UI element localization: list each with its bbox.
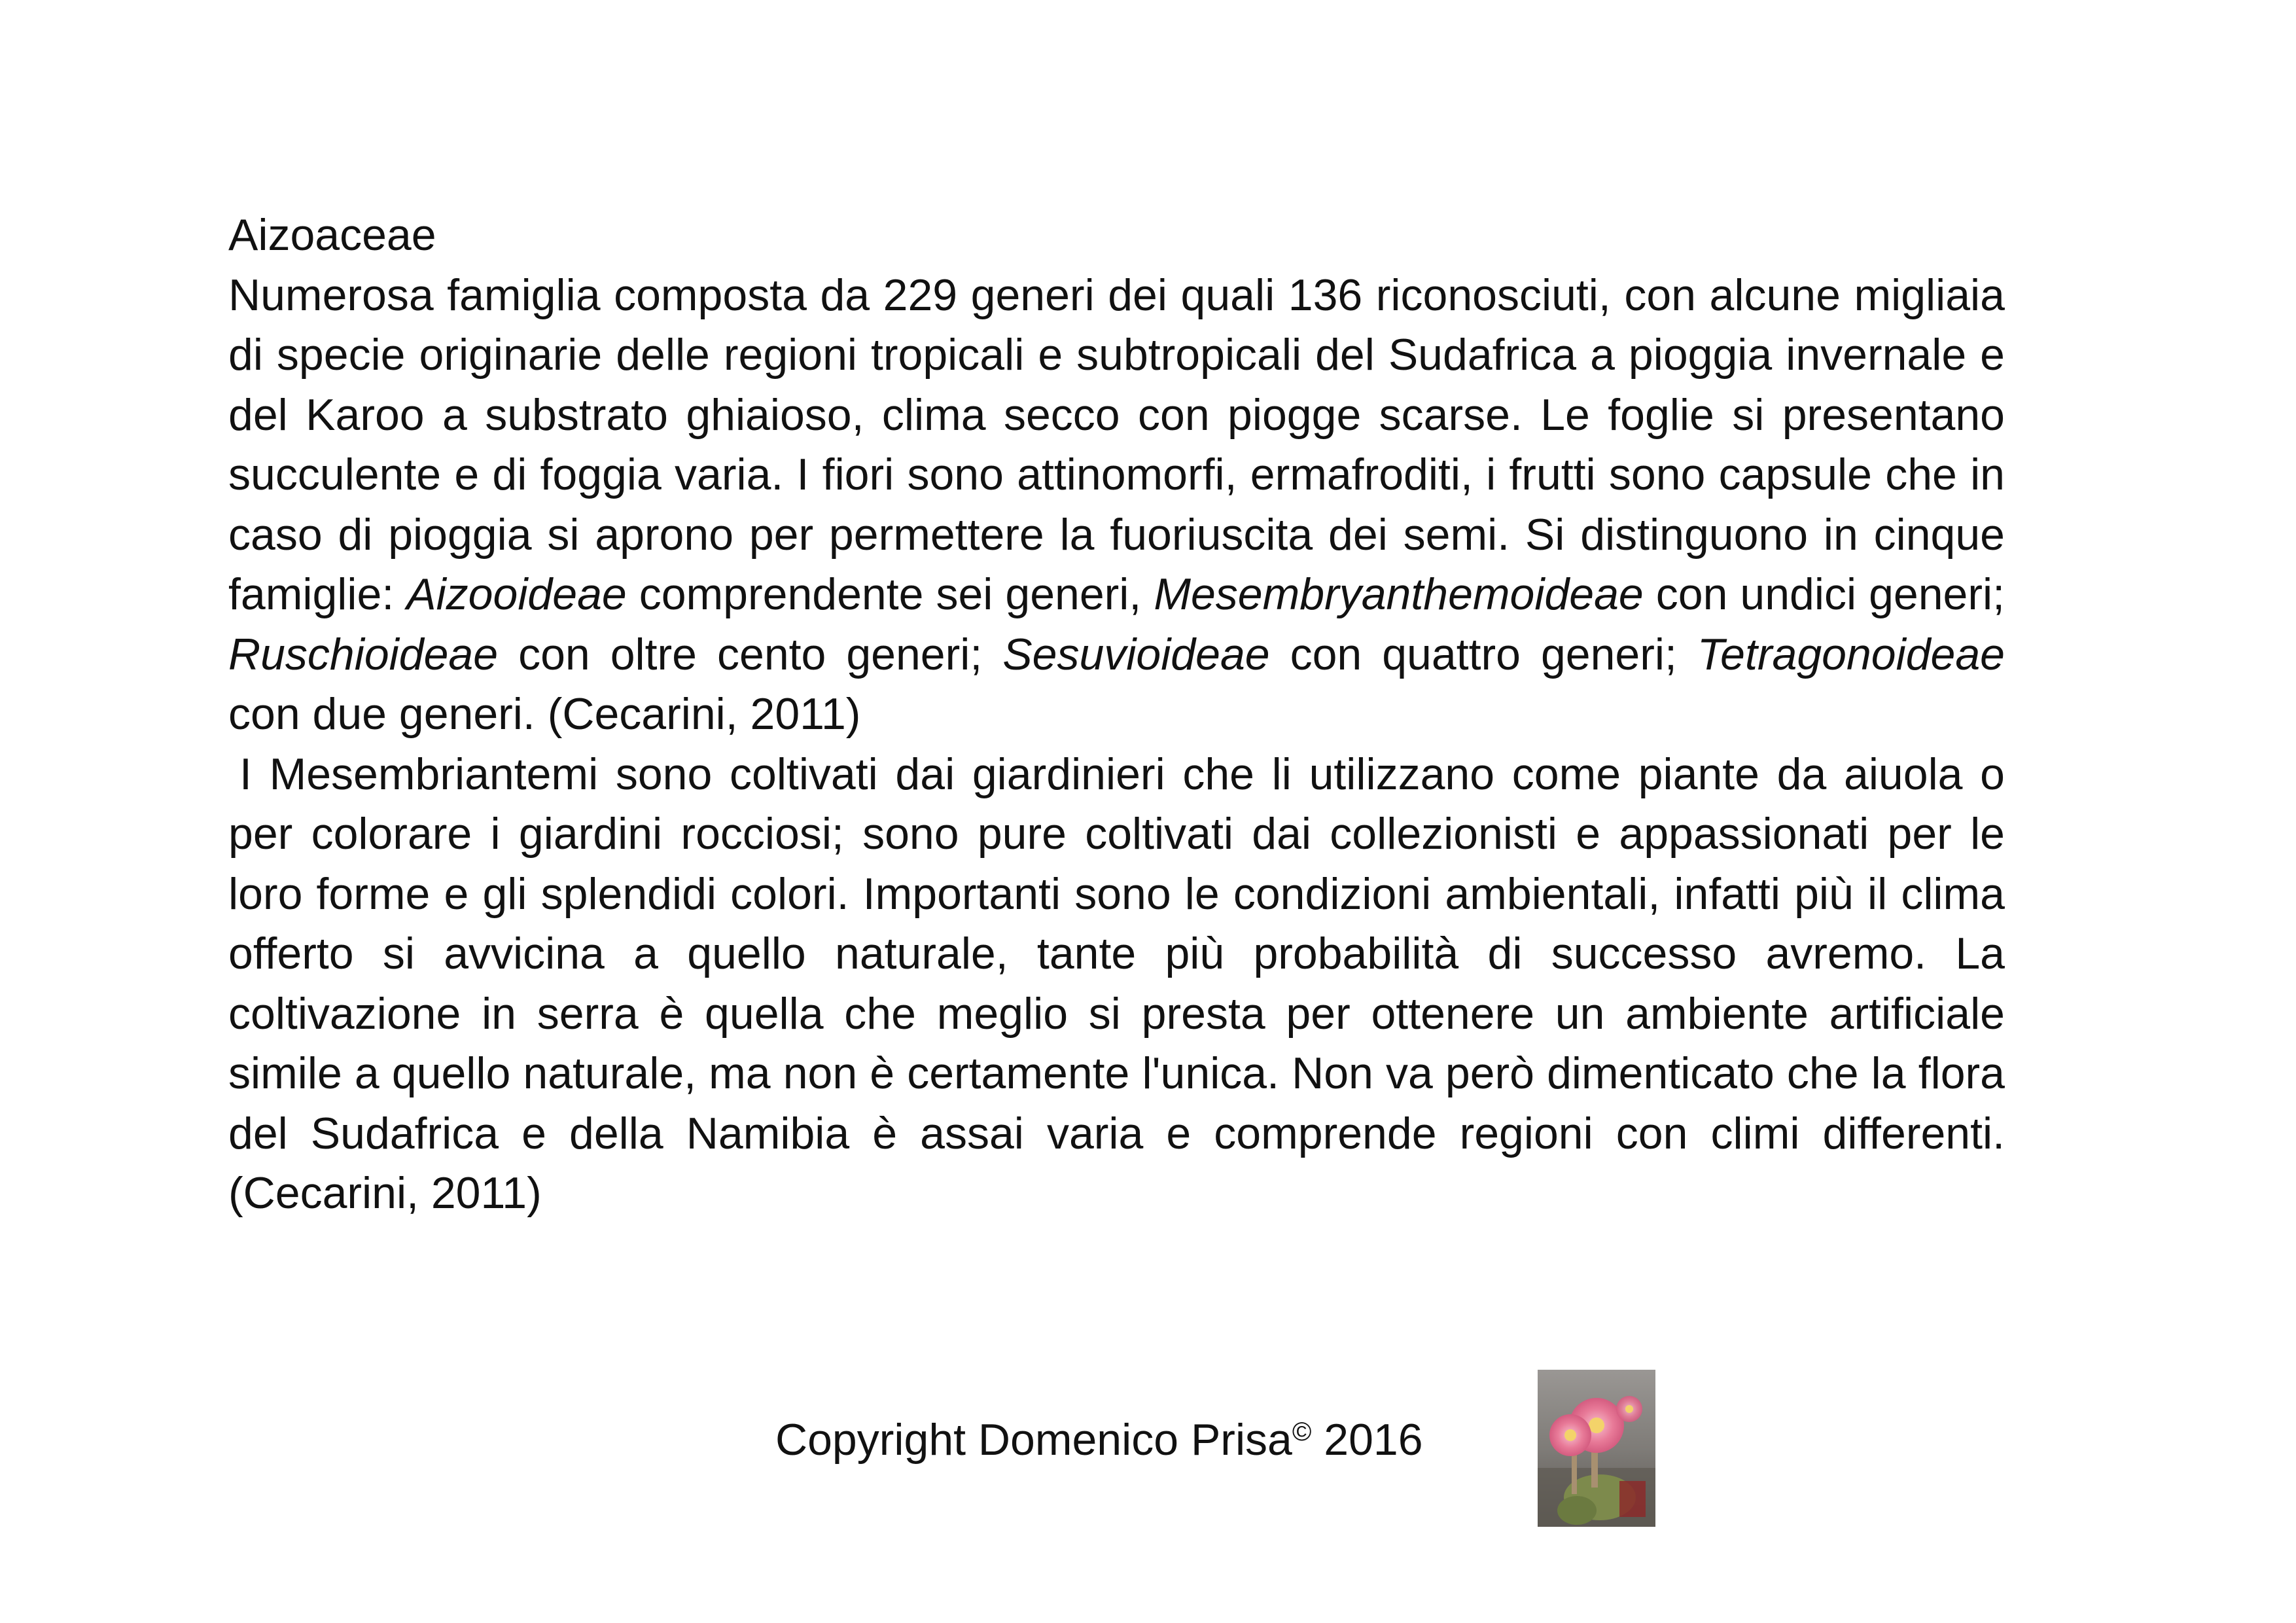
copyright-owner: Copyright Domenico Prisa: [775, 1415, 1292, 1465]
paragraph-text: comprendente sei generi,: [626, 569, 1154, 619]
copyright-year: 2016: [1324, 1415, 1423, 1465]
subfamily-name: Mesembryanthemoideae: [1154, 569, 1644, 619]
subfamily-name: Tetragonoideae: [1697, 629, 2005, 679]
red-pot: [1619, 1481, 1646, 1517]
paragraph-text: con oltre cento generi;: [498, 629, 1003, 679]
paragraph-text: con quattro generi;: [1269, 629, 1697, 679]
pink-flower: [1616, 1396, 1642, 1422]
cactus-body: [1557, 1496, 1597, 1525]
document-heading: Aizoaceae: [228, 210, 436, 260]
flower-photo: [1538, 1370, 1655, 1527]
subfamily-name: Ruschioideae: [228, 629, 499, 679]
paragraph-text: Numerosa famiglia composta da 229 generi dei quali 136 riconosciuti, con alcune migliaia di specie originarie delle regioni tropicali e subtropicali del Sudafrica a pioggia invernale e del Karoo a substrato ghiaioso, clima secco con piogge scarse. Le foglie si presentano succulente e di foggia varia. I fiori sono attinomorfi, ermafroditi, i frutti sono capsule che in caso di pioggia si aprono per permettere la fuoriuscita dei semi. Si distinguono in cinque famiglie:: [228, 270, 2005, 619]
paragraph-cultivation: [228, 745, 2005, 1224]
document-body: [228, 205, 2005, 1224]
paragraph-text: con due generi. (Cecarini, 2011): [228, 689, 861, 739]
paragraph-family-description: [228, 266, 2005, 745]
copyright-symbol: ©: [1292, 1418, 1312, 1446]
subfamily-name: Aizooideae: [406, 569, 627, 619]
subfamily-name: Sesuvioideae: [1002, 629, 1270, 679]
copyright-footer: [775, 1414, 1423, 1466]
pink-flower: [1549, 1414, 1591, 1456]
paragraph-text: con undici generi;: [1643, 569, 2005, 619]
paragraph-text: I Mesembriantemi sono coltivati dai giardinieri che li utilizzano come piante da aiuola o per colorare i giardini rocciosi; sono pure coltivati dai collezionisti e appassionati per le loro forme e gli splendidi colori. Importanti sono le condizioni ambientali, infatti più il clima offerto si avvicina a quello naturale, tante più probabilità di successo avremo. La coltivazione in serra è quella che meglio si presta per ottenere un ambiente artificiale simile a quello naturale, ma non è certamente l'unica. Non va però dimenticato che la flora del Sudafrica e della Namibia è assai varia e comprende regioni con climi differenti. (Cecarini, 2011): [228, 749, 2005, 1218]
